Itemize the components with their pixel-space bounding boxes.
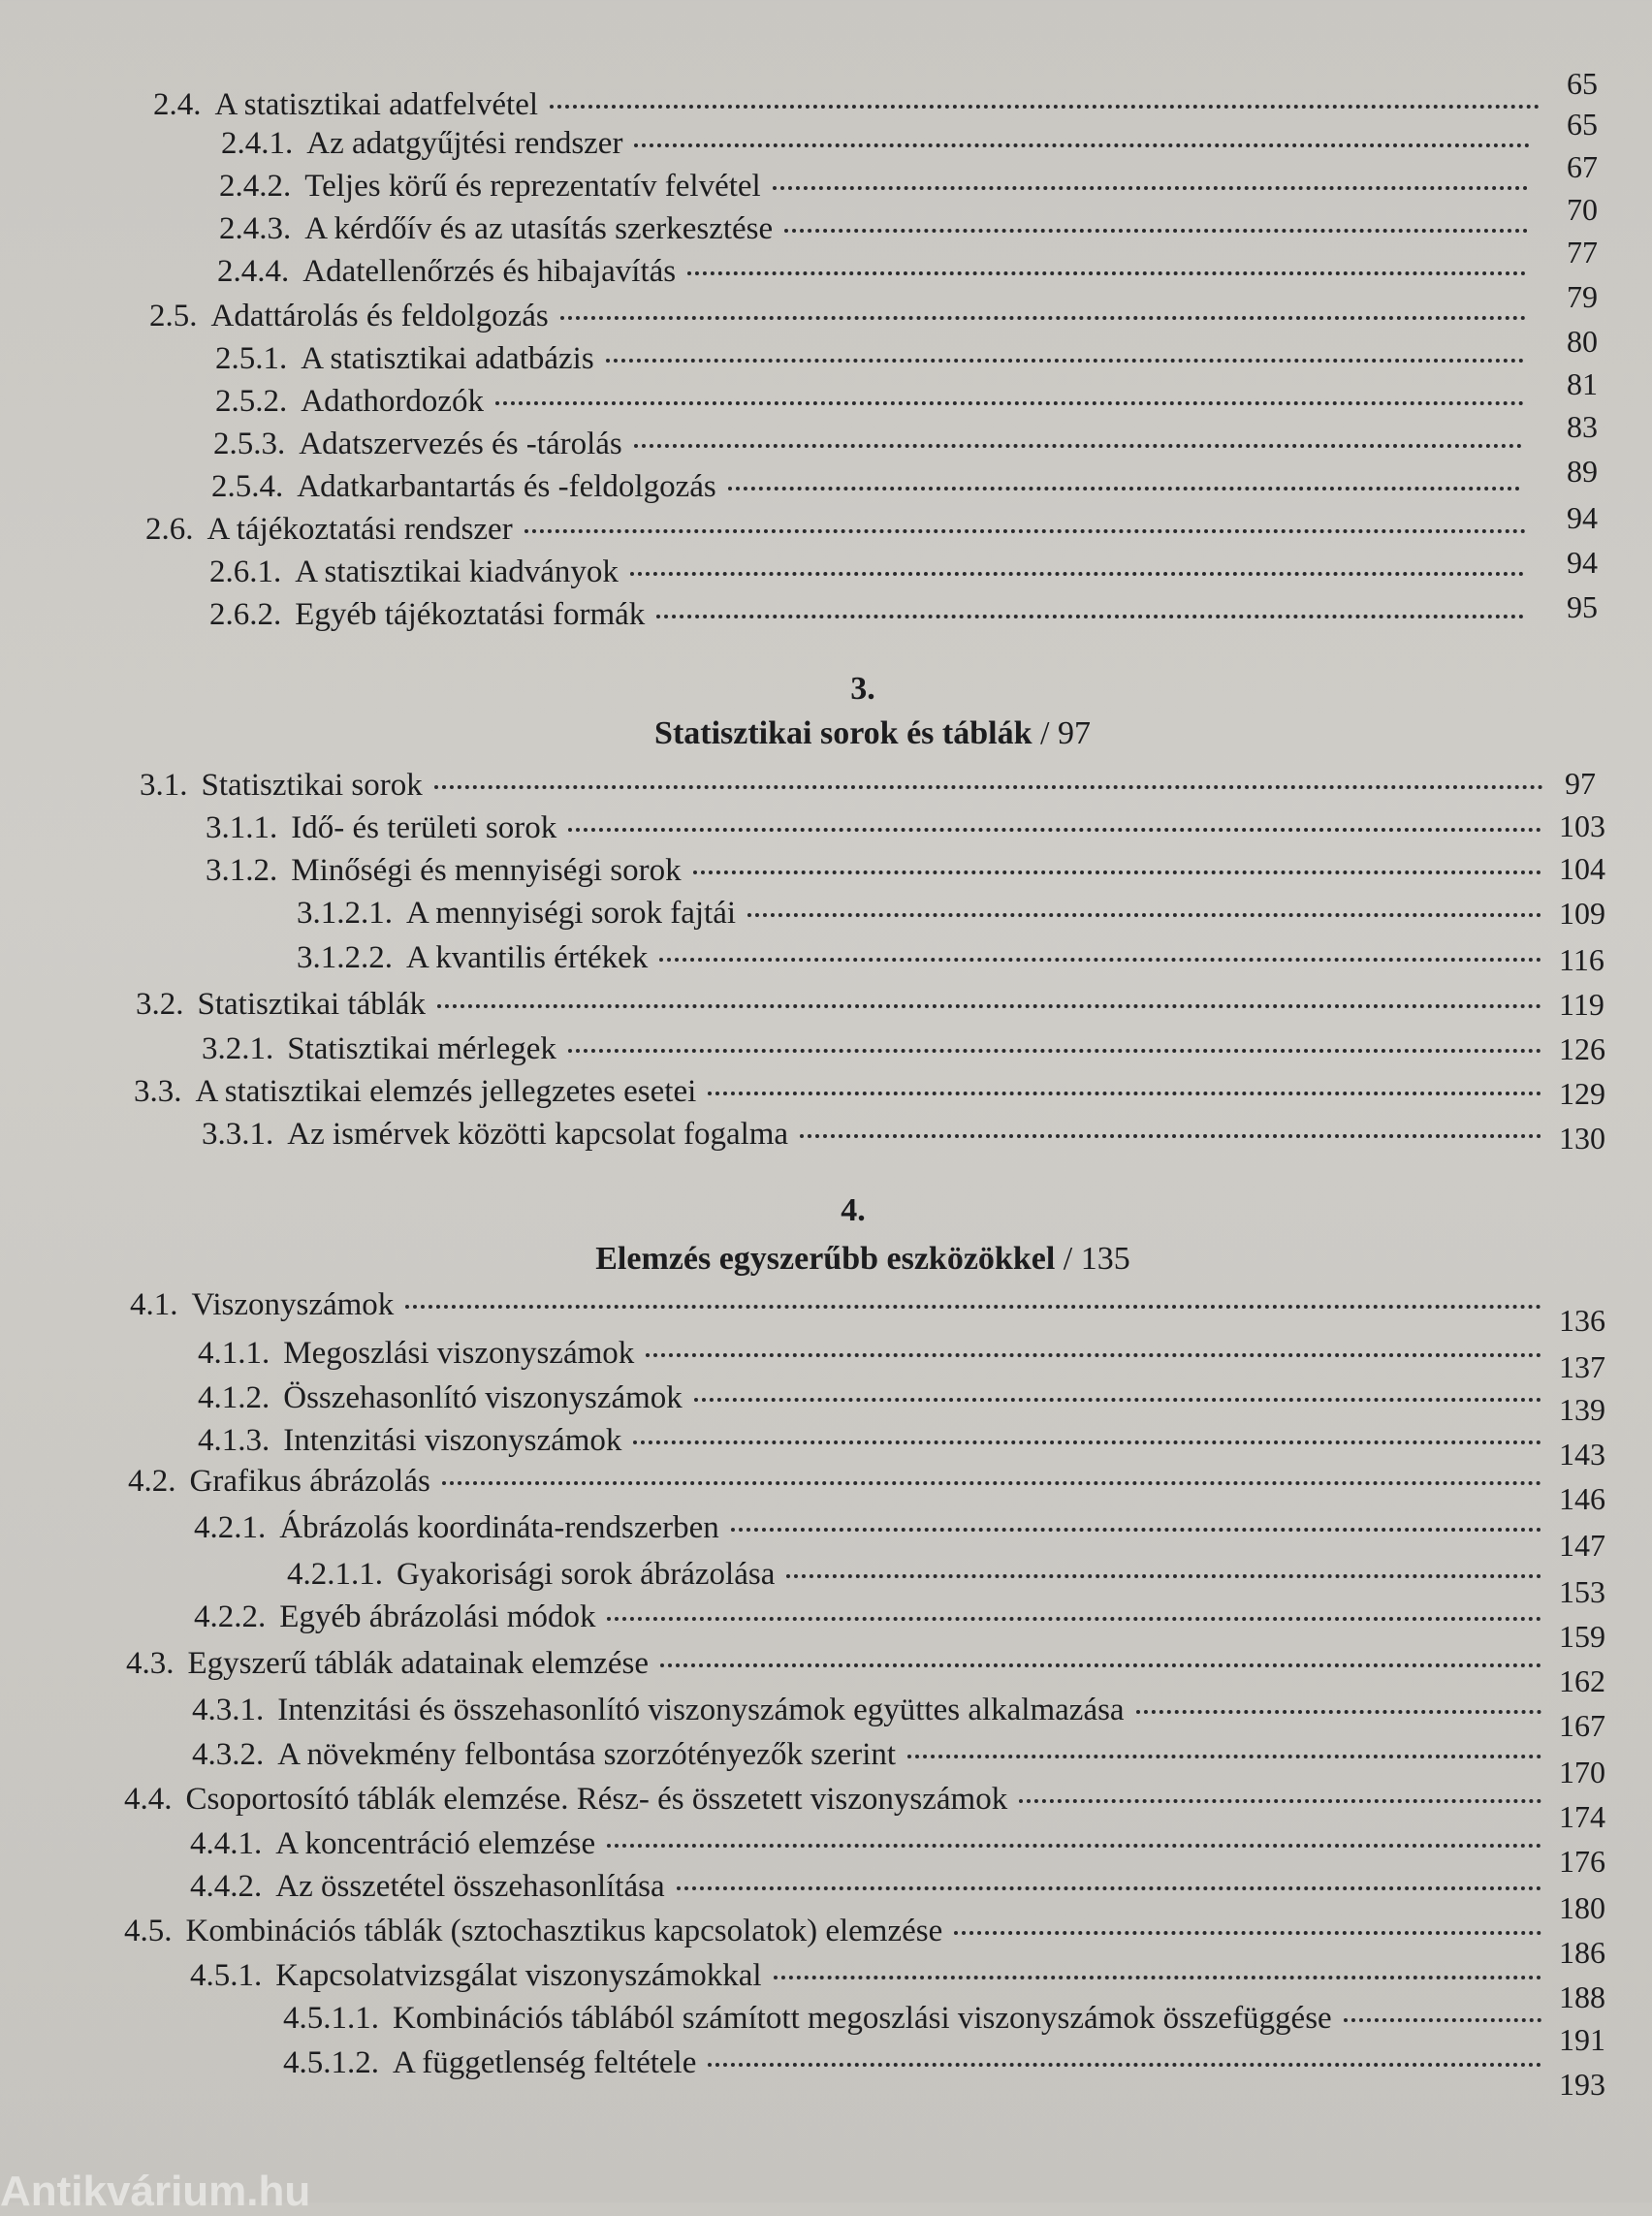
- chapter-page: / 135: [1063, 1241, 1130, 1277]
- toc-number: 3.2.1.: [202, 1031, 274, 1066]
- toc-title: A tájékoztatási rendszer: [206, 512, 513, 547]
- toc-entry: [206, 851, 1551, 890]
- toc-page-number: 77: [1567, 235, 1598, 269]
- toc-number: 4.1.3.: [198, 1423, 270, 1458]
- toc-title: Megoszlási viszonyszámok: [283, 1336, 635, 1371]
- toc-title: Egyéb tájékoztatási formák: [295, 597, 646, 632]
- toc-entry: [209, 595, 1534, 634]
- toc-title: A kvantilis értékek: [406, 940, 649, 975]
- toc-title: Kombinációs táblák (sztochasztikus kapcsolatok) elemzése: [185, 1914, 943, 1948]
- toc-page-number: 65: [1567, 66, 1598, 101]
- chapter-number: 3.: [850, 671, 875, 707]
- toc-title: Csoportosító táblák elemzése. Rész- és összetett viszonyszámok: [185, 1782, 1008, 1817]
- dot-leader: [434, 785, 1543, 789]
- toc-entry: [217, 252, 1536, 291]
- toc-entry: [206, 808, 1551, 847]
- toc-number: 4.5.: [124, 1914, 173, 1948]
- dot-leader: [405, 1305, 1541, 1309]
- toc-entry: [145, 510, 1536, 549]
- toc-title: Intenzitási és összehasonlító viszonyszámok együttes alkalmazása: [277, 1693, 1125, 1727]
- toc-entry: [128, 1462, 1551, 1501]
- toc-page-number: 153: [1559, 1574, 1605, 1609]
- dot-leader: [568, 1049, 1541, 1053]
- dot-leader: [708, 2063, 1541, 2067]
- dot-leader: [907, 1755, 1541, 1758]
- dot-leader: [954, 1931, 1541, 1935]
- toc-title: Az adatgyűjtési rendszer: [306, 126, 623, 161]
- toc-number: 2.4.1.: [221, 126, 294, 161]
- toc-number: 3.3.1.: [202, 1117, 274, 1152]
- toc-title: Adattárolás és feldolgozás: [210, 299, 549, 333]
- dot-leader: [442, 1481, 1541, 1485]
- toc-title: A statisztikai kiadványok: [295, 554, 619, 589]
- toc-number: 4.4.2.: [190, 1869, 263, 1904]
- dot-leader: [774, 1976, 1541, 1979]
- toc-number: 4.5.1.2.: [283, 2045, 379, 2080]
- toc-title: Minőségi és mennyiségi sorok: [291, 853, 682, 888]
- toc-title: Adatkarbantartás és -feldolgozás: [297, 469, 716, 504]
- toc-entry: [215, 339, 1534, 378]
- toc-number: 2.4.2.: [219, 169, 292, 204]
- toc-entry: [221, 124, 1540, 163]
- toc-page-number: 167: [1559, 1708, 1605, 1743]
- dot-leader: [1136, 1710, 1541, 1714]
- toc-number: 2.4.4.: [217, 254, 290, 289]
- toc-page-number: 119: [1559, 987, 1604, 1022]
- toc-title: Grafikus ábrázolás: [189, 1464, 430, 1499]
- dot-leader: [634, 444, 1522, 448]
- toc-entry: [136, 985, 1551, 1024]
- toc-page-number: 103: [1559, 808, 1605, 843]
- toc-title: Adatszervezés és -tárolás: [299, 427, 622, 461]
- toc-page-number: 170: [1559, 1755, 1605, 1789]
- toc-page-number: 180: [1559, 1890, 1605, 1925]
- toc-number: 2.4.: [153, 87, 202, 122]
- toc-entry: [149, 297, 1536, 335]
- toc-entry: [283, 2043, 1551, 2082]
- toc-title: Egyszerű táblák adatainak elemzése: [187, 1646, 650, 1681]
- dot-leader: [568, 828, 1541, 832]
- toc-number: 2.4.3.: [219, 211, 292, 246]
- toc-title: Statisztikai táblák: [197, 987, 427, 1022]
- dot-leader: [495, 401, 1524, 405]
- toc-number: 3.1.2.: [206, 853, 278, 888]
- toc-entry: [213, 425, 1532, 463]
- toc-number: 4.5.1.1.: [283, 2001, 379, 2036]
- toc-page-number: 162: [1559, 1663, 1605, 1698]
- toc-title: Teljes körű és reprezentatív felvétel: [304, 169, 761, 204]
- toc-entry: [198, 1421, 1551, 1460]
- toc-number: 4.2.1.: [194, 1510, 267, 1545]
- toc-title: Az ismérvek közötti kapcsolat fogalma: [287, 1117, 789, 1152]
- toc-entry: [124, 1912, 1551, 1950]
- toc-number: 3.3.: [134, 1074, 182, 1109]
- toc-entry: [126, 1644, 1551, 1683]
- dot-leader: [747, 913, 1541, 917]
- toc-entry: [215, 382, 1534, 421]
- toc-entry: [297, 894, 1551, 933]
- toc-entry: [202, 1029, 1551, 1068]
- toc-number: 2.6.2.: [209, 597, 282, 632]
- toc-title: Statisztikai mérlegek: [287, 1031, 556, 1066]
- toc-entry: [219, 167, 1538, 206]
- toc-number: 2.5.3.: [213, 427, 286, 461]
- chapter-page: / 97: [1040, 715, 1091, 751]
- toc-page-number: 139: [1559, 1392, 1605, 1427]
- toc-page-number: 116: [1559, 942, 1604, 977]
- dot-leader: [694, 1398, 1541, 1402]
- toc-page-number: 136: [1559, 1303, 1605, 1338]
- toc-entry: [190, 1867, 1551, 1906]
- toc-page-number: 193: [1559, 2067, 1605, 2102]
- toc-page-number: 143: [1559, 1437, 1605, 1472]
- toc-number: 4.3.: [126, 1646, 175, 1681]
- toc-page-number: 67: [1567, 149, 1598, 184]
- toc-number: 4.5.1.: [190, 1958, 263, 1993]
- toc-page-number: 130: [1559, 1121, 1605, 1155]
- toc-number: 3.1.2.2.: [297, 940, 393, 975]
- toc-entry: [124, 1780, 1551, 1819]
- toc-page-number: 126: [1559, 1031, 1605, 1066]
- toc-number: 2.5.4.: [211, 469, 284, 504]
- toc-number: 4.3.2.: [192, 1737, 265, 1772]
- toc-entry: [153, 85, 1549, 124]
- toc-number: 3.2.: [136, 987, 184, 1022]
- dot-leader: [800, 1134, 1541, 1138]
- dot-leader: [656, 615, 1524, 618]
- toc-entry: [190, 1956, 1551, 1995]
- toc-page-number: 81: [1567, 366, 1598, 401]
- toc-entry: [283, 1999, 1551, 2038]
- toc-entry: [194, 1598, 1551, 1636]
- toc-entry: [287, 1555, 1551, 1594]
- toc-page-number: 147: [1559, 1528, 1605, 1563]
- toc-page-number: 79: [1567, 279, 1598, 314]
- dot-leader: [708, 1092, 1541, 1095]
- toc-page-number: 94: [1567, 500, 1598, 535]
- toc-title: Adatellenőrzés és hibajavítás: [302, 254, 677, 289]
- toc-page-number: 65: [1567, 107, 1598, 142]
- dot-leader: [693, 871, 1541, 874]
- toc-entry: [130, 1285, 1551, 1324]
- toc-number: 4.3.1.: [192, 1693, 265, 1727]
- toc-entry: [194, 1508, 1551, 1547]
- toc-entry: [190, 1824, 1551, 1863]
- toc-title: A függetlenség feltétele: [393, 2045, 697, 2080]
- toc-title: Kapcsolatvizsgálat viszonyszámokkal: [275, 1958, 762, 1993]
- toc-number: 2.6.1.: [209, 554, 282, 589]
- toc-number: 4.2.1.1.: [287, 1557, 383, 1592]
- toc-number: 4.2.2.: [194, 1599, 267, 1634]
- toc-title: Viszonyszámok: [191, 1287, 395, 1322]
- toc-page-number: 97: [1565, 766, 1596, 801]
- dot-leader: [606, 359, 1524, 363]
- dot-leader: [1019, 1799, 1541, 1803]
- dot-leader: [633, 1440, 1541, 1444]
- dot-leader: [660, 1663, 1541, 1667]
- toc-page-number: 89: [1567, 454, 1598, 489]
- toc-entry: [219, 209, 1538, 248]
- dot-leader: [773, 186, 1528, 190]
- toc-entry: [297, 938, 1551, 977]
- toc-number: 2.6.: [145, 512, 194, 547]
- toc-title: A kérdőív és az utasítás szerkesztése: [304, 211, 774, 246]
- toc-page-number: 176: [1559, 1844, 1605, 1879]
- toc-page-number: 104: [1559, 851, 1605, 886]
- toc-number: 2.5.1.: [215, 341, 288, 376]
- toc-number: 4.1.1.: [198, 1336, 270, 1371]
- dot-leader: [630, 572, 1524, 576]
- dot-leader: [634, 143, 1530, 147]
- toc-page-number: 191: [1559, 2022, 1605, 2057]
- toc-entry: [134, 1072, 1551, 1111]
- toc-entry: [140, 766, 1553, 805]
- dot-leader: [607, 1617, 1541, 1621]
- toc-page-number: 186: [1559, 1935, 1605, 1970]
- toc-title: Az összetétel összehasonlítása: [275, 1869, 665, 1904]
- toc-title: Idő- és területi sorok: [291, 810, 557, 845]
- toc-number: 2.5.2.: [215, 384, 288, 419]
- toc-page-number: 70: [1567, 192, 1598, 227]
- dot-leader: [607, 1844, 1541, 1848]
- dot-leader: [677, 1886, 1541, 1890]
- toc-page-number: 83: [1567, 409, 1598, 444]
- watermark: Antikvárium.hu: [0, 2168, 311, 2215]
- toc-title: A statisztikai adatbázis: [301, 341, 594, 376]
- toc-title: Adathordozók: [301, 384, 485, 419]
- toc-number: 4.4.: [124, 1782, 173, 1817]
- dot-leader: [646, 1353, 1541, 1357]
- chapter-number: 4.: [841, 1192, 866, 1228]
- toc-number: 4.1.2.: [198, 1380, 270, 1415]
- dot-leader: [687, 271, 1526, 275]
- toc-page-number: 188: [1559, 1979, 1605, 2014]
- toc-page-number: 80: [1567, 324, 1598, 359]
- toc-title: A mennyiségi sorok fajtái: [406, 896, 737, 931]
- toc-page-number: 109: [1559, 896, 1605, 931]
- dot-leader: [731, 1528, 1541, 1532]
- toc-title: Intenzitási viszonyszámok: [283, 1423, 622, 1458]
- dot-leader: [560, 316, 1526, 320]
- toc-page-number: 137: [1559, 1349, 1605, 1384]
- toc-page-number: 146: [1559, 1481, 1605, 1516]
- toc-page-number: 95: [1567, 589, 1598, 624]
- toc-page-number: 94: [1567, 545, 1598, 580]
- toc-title: Összehasonlító viszonyszámok: [283, 1380, 683, 1415]
- toc-number: 4.4.1.: [190, 1826, 263, 1861]
- dot-leader: [1344, 2018, 1541, 2022]
- dot-leader: [784, 229, 1528, 233]
- toc-title: A koncentráció elemzése: [275, 1826, 596, 1861]
- toc-entry: [209, 553, 1534, 591]
- toc-number: 3.1.: [140, 768, 188, 803]
- toc-entry: [192, 1735, 1551, 1774]
- toc-title: Statisztikai sorok: [201, 768, 423, 803]
- toc-title: A statisztikai adatfelvétel: [214, 87, 539, 122]
- dot-leader: [437, 1004, 1541, 1008]
- chapter-title-text: Elemzés egyszerűbb eszközökkel: [595, 1241, 1056, 1277]
- dot-leader: [728, 487, 1520, 491]
- dot-leader: [524, 529, 1526, 533]
- toc-title: Gyakorisági sorok ábrázolása: [397, 1557, 776, 1592]
- toc-entry: [198, 1378, 1551, 1417]
- chapter-title: [465, 1241, 1260, 1278]
- toc-page-number: 129: [1559, 1076, 1605, 1111]
- toc-number: 2.5.: [149, 299, 198, 333]
- toc-entry: [198, 1334, 1551, 1373]
- dot-leader: [659, 958, 1541, 962]
- toc-number: 3.1.2.1.: [297, 896, 393, 931]
- toc-entry: [192, 1691, 1551, 1729]
- toc-number: 4.2.: [128, 1464, 176, 1499]
- toc-page-number: 159: [1559, 1619, 1605, 1654]
- toc-title: A növekmény felbontása szorzótényezők szerint: [277, 1737, 897, 1772]
- chapter-title-text: Statisztikai sorok és táblák: [654, 715, 1032, 751]
- toc-title: A statisztikai elemzés jellegzetes esetei: [195, 1074, 697, 1109]
- toc-entry: [211, 467, 1530, 506]
- dot-leader: [786, 1574, 1541, 1578]
- toc-entry: [202, 1115, 1551, 1154]
- dot-leader: [550, 105, 1540, 109]
- toc-title: Ábrázolás koordináta-rendszerben: [279, 1510, 719, 1545]
- toc-number: 3.1.1.: [206, 810, 278, 845]
- toc-title: Kombinációs táblából számított megoszlási viszonyszámok összefüggése: [393, 2001, 1332, 2036]
- chapter-title: [485, 715, 1260, 752]
- toc-title: Egyéb ábrázolási módok: [279, 1599, 596, 1634]
- toc-page-number: 174: [1559, 1799, 1605, 1834]
- toc-number: 4.1.: [130, 1287, 178, 1322]
